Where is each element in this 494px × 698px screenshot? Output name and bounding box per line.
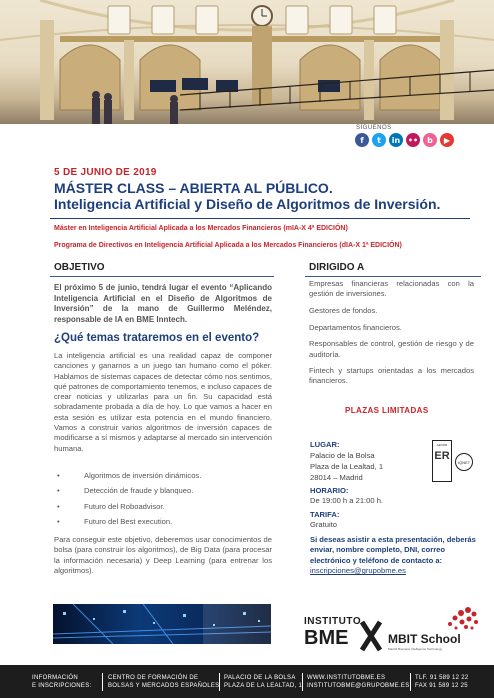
list-item: • Algoritmos de inversión dinámicos. bbox=[54, 471, 274, 486]
limited-seats-notice: PLAZAS LIMITADAS bbox=[345, 406, 429, 415]
venue-label: LUGAR: bbox=[310, 440, 340, 449]
list-item: • Detección de fraude y blanqueo. bbox=[54, 486, 274, 501]
mbit-logo-subtitle: Madrid Business Intelligence Technology bbox=[388, 647, 443, 651]
objetivo-paragraph-1: La inteligencia artificial es una realidad capaz de componer canciones y ganarnos a un juego tan humano como el póker. Hablamos de sistemas capaces de detectar cómo nos sentimos, qué patrones de comportamiento tenemos, e incluso capaces de crear noticias y utilizarlas para un fin. Su capacidad está sobradamente probada a día de hoy. Lo que vamos a hacer en esta sesión es utilizar esta potencia en el mundo financiero. Vamos a construir varios algoritmos de inversión capaces de modificarse a sí mismos y adaptarse al mercado sin intervención humana. bbox=[54, 351, 272, 453]
registration-instructions bbox=[310, 535, 482, 577]
topics-list bbox=[54, 471, 274, 532]
dirigido-heading: DIRIGIDO A bbox=[309, 262, 365, 273]
cert-text: AENOR bbox=[436, 443, 448, 447]
iqnet-text: IQNET bbox=[457, 460, 471, 465]
tech-banner-image bbox=[53, 604, 271, 644]
objetivo-divider bbox=[50, 276, 274, 277]
bme-x-icon bbox=[360, 620, 382, 652]
footer-text: TLF. 91 589 12 22 bbox=[415, 675, 469, 681]
social-icons bbox=[355, 133, 454, 147]
facebook-icon[interactable]: f bbox=[355, 133, 369, 147]
cert-mark: ER bbox=[434, 450, 450, 462]
blog-icon[interactable]: b bbox=[423, 133, 437, 147]
page-title: MÁSTER CLASS – ABIERTA AL PÚBLICO. bbox=[54, 180, 333, 196]
instituto-bme-logo bbox=[304, 612, 384, 656]
mbit-logo-text: MBIT School bbox=[388, 632, 461, 646]
list-item: • Futuro del Best execution. bbox=[54, 517, 274, 532]
schedule-value: De 19:00 h a 21:00 h. bbox=[310, 496, 384, 505]
footer-website-link[interactable]: WWW.INSTITUTOBME.ES bbox=[307, 675, 386, 681]
list-item: Empresas financieras relacionadas con la gestión de inversiones. bbox=[309, 279, 474, 299]
footer-divider bbox=[219, 673, 220, 691]
footer-text: E INSCRIPCIONES: bbox=[32, 683, 92, 689]
footer-text: CENTRO DE FORMACIÓN DE bbox=[108, 675, 199, 681]
flickr-icon[interactable]: •• bbox=[406, 133, 420, 147]
list-item: Fintech y startups orientadas a los mercados financieros. bbox=[309, 366, 474, 386]
youtube-icon[interactable]: ▶ bbox=[440, 133, 454, 147]
footer-divider bbox=[102, 673, 103, 691]
footer bbox=[0, 665, 494, 698]
price-value: Gratuito bbox=[310, 520, 338, 529]
event-date: 5 DE JUNIO DE 2019 bbox=[54, 167, 157, 178]
audience-list bbox=[309, 279, 474, 393]
objetivo-heading: OBJETIVO bbox=[54, 262, 105, 273]
program-line-1: Máster en Inteligencia Artificial Aplicada a los Mercados Financieros (mIA-X 4ª EDICIÓN) bbox=[54, 225, 348, 232]
footer-organization bbox=[108, 674, 219, 690]
social-label: SÍGUENOS bbox=[356, 125, 392, 131]
program-line-2: Programa de Directivos en Inteligencia Artificial Aplicada a los Mercados Financieros (dIA-X 1ª EDICIÓN) bbox=[54, 242, 402, 249]
objetivo-paragraph-2: Para conseguir este objetivo, deberemos usar conocimientos de bolsa (para construir los algoritmos), de Big Data (para procesar la información necesaria) y Deep Learning (para entrenar los algoritmos). bbox=[54, 535, 272, 575]
twitter-icon[interactable]: t bbox=[372, 133, 386, 147]
footer-phone bbox=[415, 674, 468, 690]
footer-text: PLAZA DE LA LEALTAD, 1 bbox=[224, 683, 303, 689]
schedule-label: HORARIO: bbox=[310, 486, 349, 495]
header-divider bbox=[50, 218, 470, 219]
footer-web-email bbox=[307, 674, 410, 690]
venue-line-3: 28014 – Madrid bbox=[310, 473, 363, 482]
linkedin-icon[interactable]: in bbox=[389, 133, 403, 147]
registration-email-link[interactable]: inscripciones@grupobme.es bbox=[310, 566, 406, 576]
bme-logo-main: BME bbox=[304, 627, 349, 649]
footer-info-label bbox=[32, 674, 91, 690]
footer-text: INFORMACIÓN bbox=[32, 675, 78, 681]
price-label: TARIFA: bbox=[310, 510, 340, 519]
list-item: • Futuro del Roboadvisor. bbox=[54, 502, 274, 517]
footer-divider bbox=[410, 673, 411, 691]
list-item: Gestores de fondos. bbox=[309, 305, 378, 315]
footer-divider bbox=[302, 673, 303, 691]
footer-email-link[interactable]: INSTITUTOBME@GRUPOBME.ES bbox=[307, 683, 410, 689]
footer-address bbox=[224, 674, 302, 690]
mbit-school-logo bbox=[388, 604, 484, 656]
registration-text: Si deseas asistir a esta presentación, deberás enviar, nombre completo, DNI, correo electrónico y teléfono de contacto a: bbox=[310, 535, 476, 565]
mbit-dots-icon bbox=[442, 604, 482, 632]
topics-question: ¿Qué temas trataremos en el evento? bbox=[54, 332, 260, 344]
objetivo-lead: El próximo 5 de junio, tendrá lugar el evento “Aplicando Inteligencia Artificial en el Diseño de Algoritmos de Inversión” de la mano de Guillermo Meléndez, responsable de IA en BME Inntech. bbox=[54, 283, 272, 324]
iqnet-logo bbox=[455, 453, 473, 471]
page-subtitle: Inteligencia Artificial y Diseño de Algoritmos de Inversión. bbox=[54, 196, 441, 212]
list-item: Departamentos financieros. bbox=[309, 322, 402, 332]
footer-text: FAX 91 589 12 25 bbox=[415, 683, 468, 689]
aenor-cert-logo bbox=[432, 440, 452, 482]
venue-line-2: Plaza de la Lealtad, 1 bbox=[310, 462, 384, 471]
list-item: Responsables de control, gestión de riesgo y de auditoría. bbox=[309, 339, 474, 359]
footer-text: PALACIO DE LA BOLSA bbox=[224, 675, 296, 681]
dirigido-divider bbox=[305, 276, 481, 277]
hero-photo-trading-hall bbox=[0, 0, 494, 140]
bme-logo-top: INSTITUTO bbox=[304, 616, 362, 627]
footer-text: BOLSAS Y MERCADOS ESPAÑOLES bbox=[108, 683, 220, 689]
venue-line-1: Palacio de la Bolsa bbox=[310, 451, 375, 460]
